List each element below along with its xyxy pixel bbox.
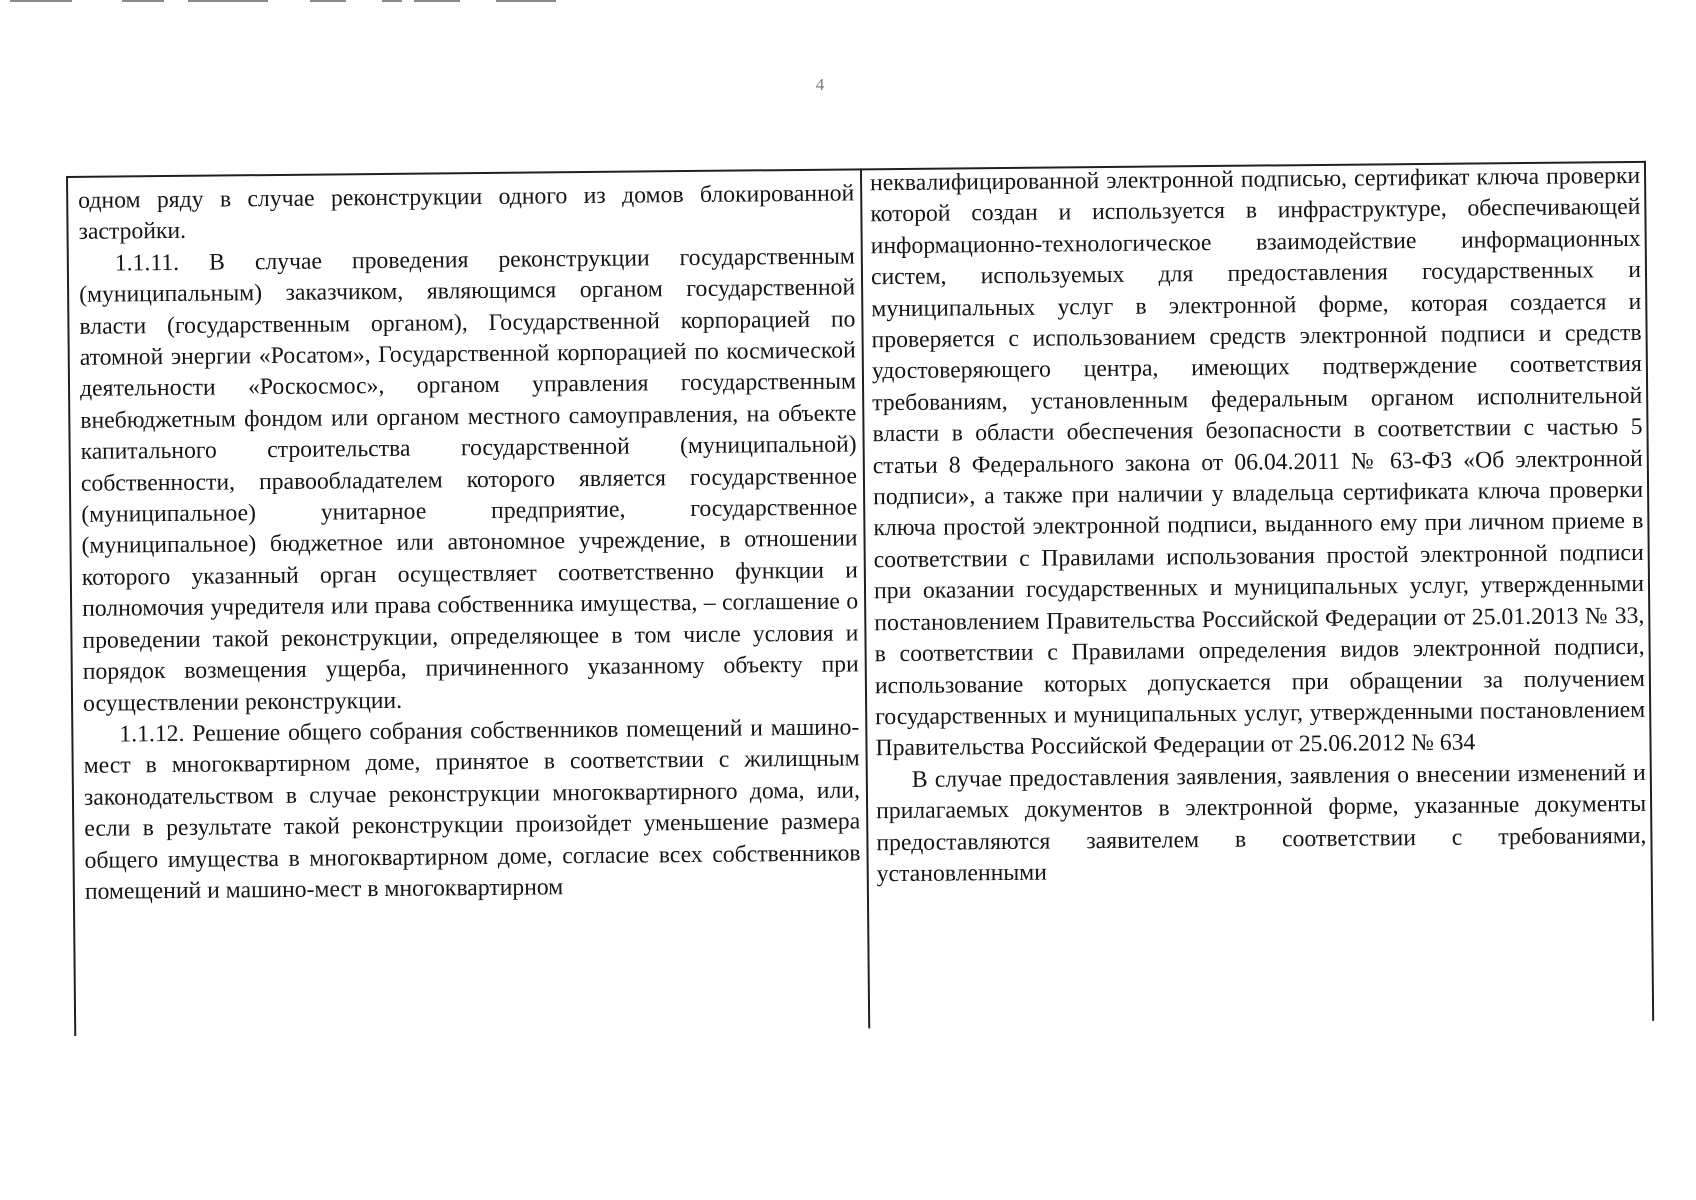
document-table — [66, 161, 1654, 1036]
clause-1-1-11-paragraph: 1.1.11. В случае проведения реконструкции государственным (муниципальным) заказчиком, являющимся органом государственной власти (государственным органом), Государственной корпорацией по атомной энергии «Росатом», Государственной корпорацией по космической деятельности «Роскосмос», органом управления государственным внебюджетным фондом или органом местного самоуправления, на объекте капитального строительства государственной (муниципальной) собственности, правообладателем которого является государственное (муниципальное) унитарное предприятие, государственное (муниципальное) бюджетное или автономное учреждение, в отношении которого указанный орган осуществляет соответственно функции и полномочия учредителя или права собственника имущества, – соглашение о проведении такой реконструкции, определяющее в том числе условия и порядок возмещения ущерба, причиненного указанному объекту при осуществлении реконструкции. — [79, 243, 859, 717]
electronic-submission-paragraph: В случае предоставления заявления, заявления о внесении изменений и прилагаемых документов в электронной форме, указанные документы предоставляются заявителем в соответствии с требованиями, установленными — [876, 759, 1647, 888]
left-continuation-paragraph: одном ряду в случае реконструкции одного из домов блокированной застройки. — [78, 180, 855, 246]
left-column-cell — [66, 168, 868, 1036]
right-column-cell — [860, 161, 1654, 1029]
page-number: 4 — [815, 75, 825, 94]
scan-edge-marks — [0, 0, 620, 6]
right-continuation-paragraph: неквалифицированной электронной подписью, сертификат ключа проверки которой создан и используется в инфраструктуре, обеспечивающей информационно-технологическое взаимодействие информационных систем, используемых для предоставления государственных и муниципальных услуг в электронной форме, которая создается и проверяется с использованием средств электронной подписи и средств удостоверяющего центра, имеющих подтверждение соответствия требованиям, установленным федеральным органом исполнительной власти в области обеспечения безопасности в соответствии с частью 5 статьи 8 Федерального закона от 06.04.2011 № 63-ФЗ «Об электронной подписи», а также при наличии у владельца сертификата ключа проверки ключа простой электронной подписи, выданного ему при личном приеме в соответствии с Правилами использования простой электронной подписи при оказании государственных и муниципальных услуг, утвержденными постановлением Правительства Российской Федерации от 25.01.2013 № 33, в соответствии с Правилами определения видов электронной подписи, использование которых допускается при обращении за получением государственных и муниципальных услуг, утвержденными постановлением Правительства Российской Федерации от 25.06.2012 № 634 — [869, 162, 1646, 762]
clause-1-1-12-paragraph: 1.1.12. Решение общего собрания собственников помещений и машино-мест в многоквартирном доме, принятое в соответствии с жилищным законодательством в случае реконструкции многоквартирного дома, или, если в результате такой реконструкции произойдет уменьшение размера общего имущества в многоквартирном доме, согласие всех собственников помещений и машино-мест в многоквартирном — [83, 714, 861, 905]
